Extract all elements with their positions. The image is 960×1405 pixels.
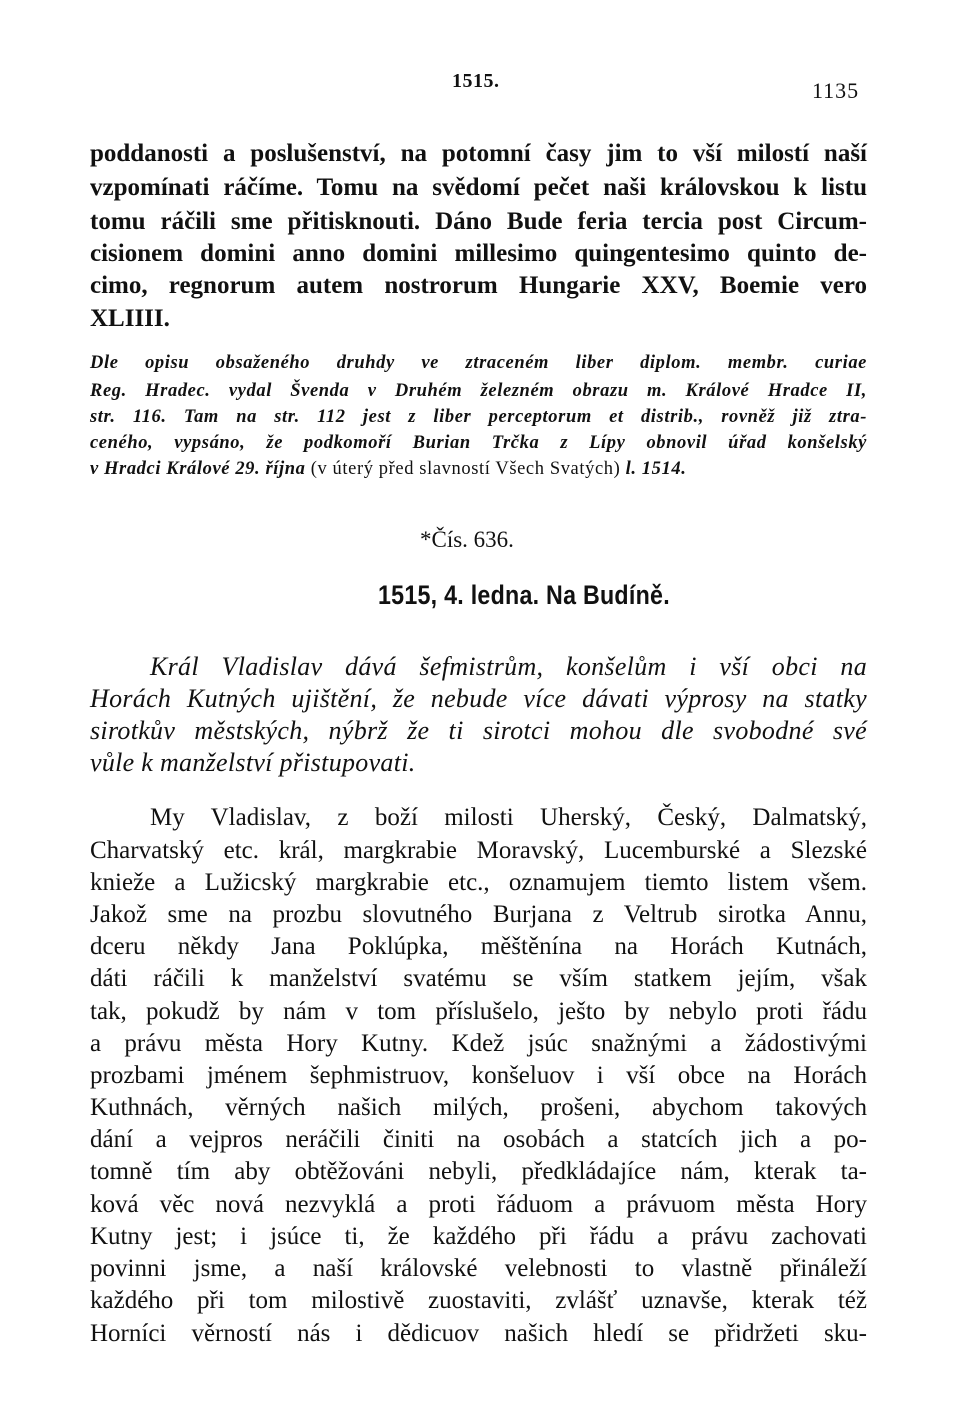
note-line: Dle opisu obsaženého druhdy ve ztraceném liber diplom. membr. curiae	[90, 353, 867, 373]
running-head-year: 1515.	[452, 70, 500, 92]
note-line-last	[90, 459, 867, 480]
text-line: prozbami jménem šephmistruov, konšeluov i vší obce na Horách	[90, 1062, 867, 1089]
text-line: povinni jsme, a naší královské velebnosti to vlastně přináleží	[90, 1255, 867, 1282]
summary-line: Horách Kutných ujištění, že nebude více dávati výprosy na statky	[90, 684, 867, 713]
text-line: a právu města Hory Kutny. Kdež jsúc snažnými a žádostivými	[90, 1030, 867, 1057]
text-line: vzpomínati ráčíme. Tomu na svědomí pečet naši královskou k listu	[90, 174, 867, 201]
text-line: Horníci věrností nás i dědicuov našich hledí se přidržeti sku-	[90, 1320, 867, 1347]
text-line: Charvatský etc. král, margkrabie Moravský, Lucemburské a Slezské	[90, 837, 867, 864]
note-feast-day: (v úterý před slavností Všech Svatých)	[305, 459, 626, 479]
note-date-italic: v Hradci Králové 29. října	[90, 459, 306, 479]
summary-line: vůle k manželství přistupovati.	[90, 748, 416, 777]
text-line: dání a vejpros neráčili činiti na osobách a statcích jich a po-	[90, 1126, 867, 1153]
note-line: str. 116. Tam na str. 112 jest z liber perceptorum et distrib., rovněž již ztra-	[90, 407, 867, 427]
summary-line: sirotkův městských, nýbrž že ti sirotci mohou dle svobodné své	[90, 716, 867, 745]
page-number: 1135	[812, 78, 860, 103]
note-line: ceného, vypsáno, že podkomoří Burian Trčka z Lípy obnovil úřad konšelský	[90, 433, 867, 453]
text-line: každého při tom milostivě zuostaviti, zvlášť uznavše, kterak též	[90, 1287, 867, 1314]
text-line: XLIIII.	[90, 305, 170, 332]
text-line: knieže a Lužicský margkrabie etc., oznamujem tiemto listem všem.	[90, 869, 867, 896]
text-line: cisionem domini anno domini millesimo quingentesimo quinto de-	[90, 240, 867, 267]
text-line: Kuthnách, věrných našich milých, prošeni, abychom takových	[90, 1094, 867, 1121]
document-date-place: 1515, 4. ledna. Na Budíně.	[378, 580, 670, 610]
text-line: Kutny jest; i jsúce ti, že každého při řádu a právu zachovati	[90, 1223, 867, 1250]
text-line: tomu ráčili sme přitisknouti. Dáno Bude feria tercia post Circum-	[90, 208, 867, 235]
text-line: dáti ráčili k manželství svatému se vším statkem jejím, však	[90, 965, 867, 992]
text-line: tomně tím aby obtěžováni nebyli, předkládajíce nám, kterak ta-	[90, 1158, 867, 1185]
text-line: poddanosti a poslušenství, na potomní časy jim to vší milostí naší	[90, 140, 867, 167]
text-line: ková věc nová nezvyklá a proti řáduom a právuom města Hory	[90, 1191, 867, 1218]
text-line: cimo, regnorum autem nostrorum Hungarie XXV, Boemie vero	[90, 272, 867, 299]
note-line: Reg. Hradec. vydal Švenda v Druhém železném obrazu m. Králové Hradce II,	[90, 381, 867, 401]
summary-line: Král Vladislav dává šefmistrům, konšelům i vší obci na	[150, 652, 867, 681]
text-line: tak, pokudž by nám v tom příslušelo, ješto by nebylo proti řádu	[90, 998, 867, 1025]
note-year: l. 1514.	[625, 459, 687, 479]
text-line: Jakož sme na prozbu slovutného Burjana z Veltrub sirotka Annu,	[90, 901, 867, 928]
text-line: dceru někdy Jana Poklúpka, měštěnína na Horách Kutnách,	[90, 933, 867, 960]
text-line: My Vladislav, z boží milosti Uherský, Český, Dalmatský,	[150, 804, 867, 831]
document-number: *Čís. 636.	[420, 527, 514, 552]
